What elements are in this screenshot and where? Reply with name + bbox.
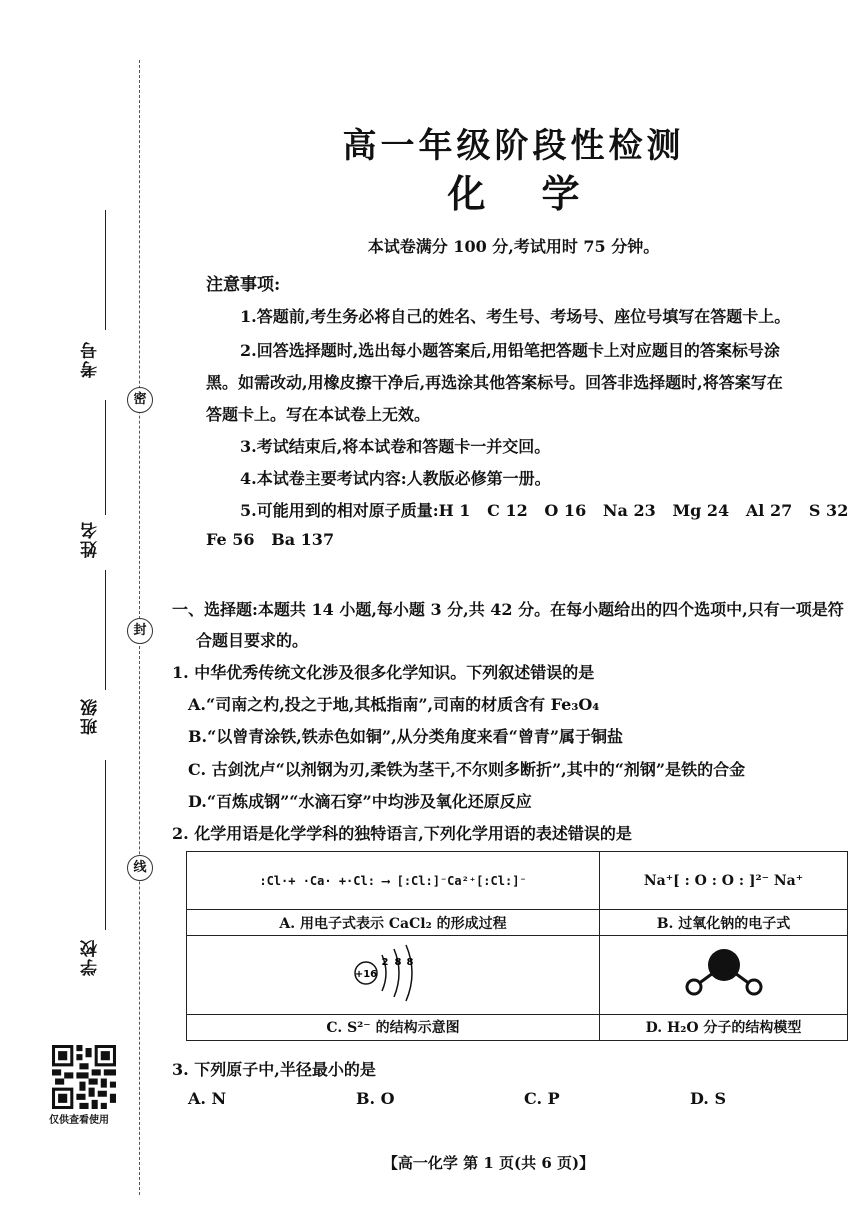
page-footer: 【高一化学 第 1 页(共 6 页)】 [382, 1154, 595, 1172]
q2-figure-d [600, 936, 848, 1014]
note-item: Fe 56 Ba 137 [206, 530, 335, 549]
svg-text:8: 8 [394, 957, 402, 969]
note-item: 4.本试卷主要考试内容:人教版必修第一册。 [240, 469, 551, 488]
q2-figure-c [187, 936, 600, 1014]
svg-text:8: 8 [406, 957, 414, 969]
name-label: 姓名 [81, 520, 101, 558]
q2-stem: 2. 化学用语是化学学科的独特语言,下列化学用语的表述错误的是 [172, 824, 632, 843]
notes-heading: 注意事项: [206, 275, 281, 295]
subject-title: 化 学 [447, 171, 580, 216]
q2-formula-a: :Cl·+ ·Ca· +·Cl: ⟶ [:Cl:]⁻Ca²⁺[:Cl:]⁻ [187, 852, 600, 910]
note-item: 3.考试结束后,将本试卷和答题卡一并交回。 [240, 437, 551, 456]
note-item: 答题卡上。写在本试卷上无效。 [206, 405, 431, 424]
class-line [105, 570, 106, 690]
atom-structure-diagram [348, 941, 438, 1005]
seal-mark-feng: 封 [127, 618, 153, 644]
note-item: 5.可能用到的相对原子质量:H 1 C 12 O 16 Na 23 Mg 24 Al 27 S 32 [240, 501, 849, 520]
q1-option-d: D.“百炼成钢”“水滴石穿”中均涉及氧化还原反应 [188, 792, 532, 811]
exam-number-label: 考号 [81, 340, 101, 378]
q2-formula-b: Na⁺[ : O : O : ]²⁻ Na⁺ [600, 852, 848, 910]
qr-caption: 仅供查看使用 [49, 1115, 109, 1126]
q2-caption-b: B. 过氧化钠的电子式 [600, 910, 848, 936]
class-label: 班级 [81, 697, 101, 735]
q2-caption-c: C. S²⁻ 的结构示意图 [187, 1014, 600, 1040]
q1-stem: 1. 中华优秀传统文化涉及很多化学知识。下列叙述错误的是 [172, 663, 595, 682]
q3-option-d: D. S [690, 1089, 726, 1108]
exam-number-line [105, 210, 106, 330]
q2-options-table [186, 851, 848, 1041]
school-label: 学校 [81, 938, 101, 976]
section-heading: 一、选择题:本题共 14 小题,每小题 3 分,共 42 分。在每小题给出的四个选项中,只有一项是符 [172, 600, 844, 619]
note-item: 2.回答选择题时,选出每小题答案后,用铅笔把答题卡上对应题目的答案标号涂 [240, 341, 780, 360]
q2-caption-d: D. H₂O 分子的结构模型 [600, 1014, 848, 1040]
q1-option-b: B.“以曾青涂铁,铁赤色如铜”,从分类角度来看“曾青”属于铜盐 [188, 727, 624, 746]
q1-option-a: A.“司南之杓,投之于地,其柢指南”,司南的材质含有 Fe₃O₄ [188, 695, 600, 714]
q3-option-b: B. O [356, 1089, 395, 1108]
exam-title: 高一年级阶段性检测 [342, 126, 685, 166]
qr-code [52, 1045, 116, 1109]
name-line [105, 400, 106, 515]
q1-option-c: C. 古剑沈卢“以剂钢为刃,柔铁为茎干,不尔则多断折”,其中的“剂钢”是铁的合金 [188, 760, 746, 779]
seal-mark-xian: 线 [127, 855, 153, 881]
seal-mark-mi: 密 [127, 387, 153, 413]
note-item: 1.答题前,考生务必将自己的姓名、考生号、考场号、座位号填写在答题卡上。 [240, 307, 791, 326]
q3-option-a: A. N [188, 1089, 227, 1108]
note-item: 黑。如需改动,用橡皮擦干净后,再选涂其他答案标号。回答非选择题时,将答案写在 [206, 373, 783, 392]
score-info: 本试卷满分 100 分,考试用时 75 分钟。 [367, 237, 660, 256]
q2-caption-a: A. 用电子式表示 CaCl₂ 的形成过程 [187, 910, 600, 936]
school-line [105, 760, 106, 930]
section-heading-cont: 合题目要求的。 [196, 631, 309, 650]
svg-text:2: 2 [381, 957, 389, 969]
q3-option-c: C. P [524, 1089, 560, 1108]
svg-text:+16: +16 [354, 969, 378, 981]
water-molecule-model [674, 941, 774, 1005]
q3-stem: 3. 下列原子中,半径最小的是 [172, 1060, 376, 1079]
